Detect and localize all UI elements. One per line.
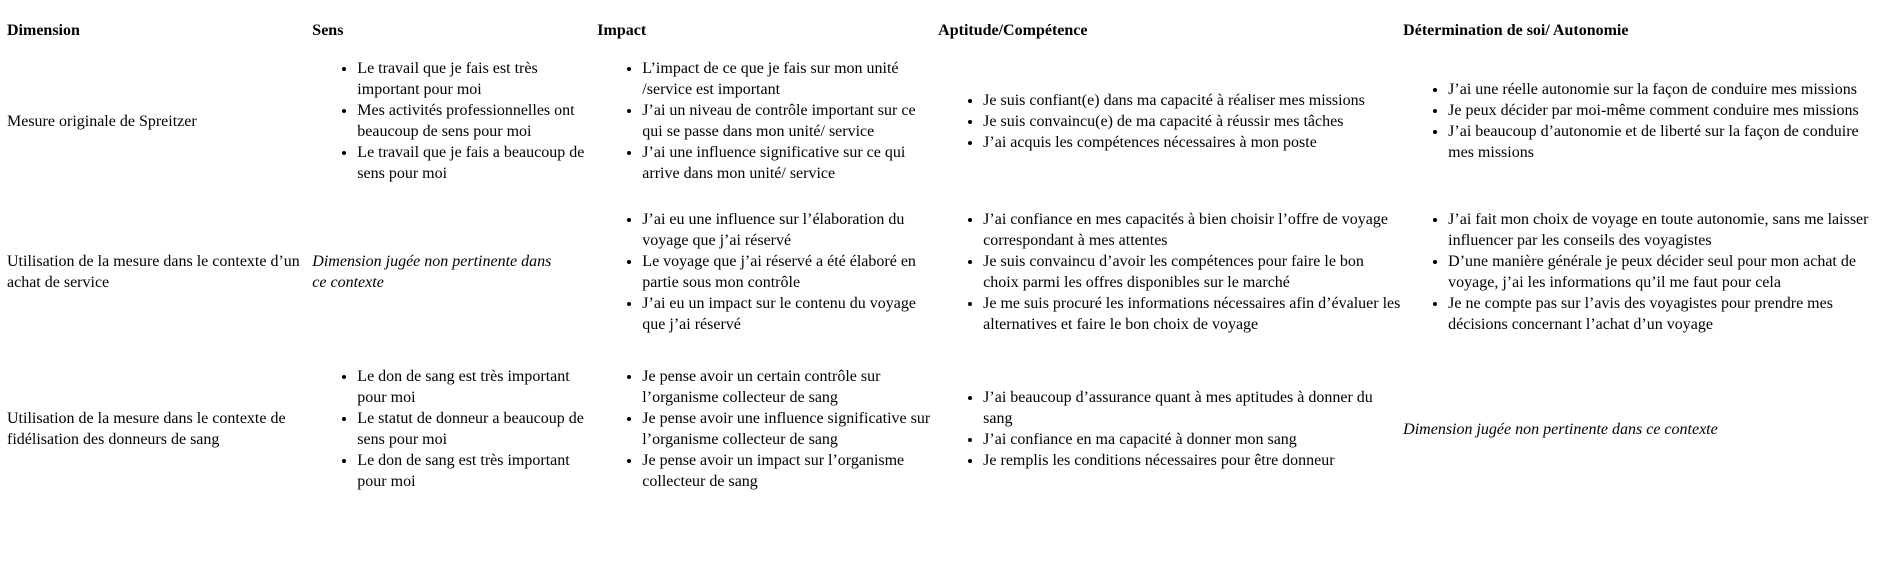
header-autonomie: Détermination de soi/ Autonomie bbox=[1403, 22, 1629, 39]
impact-item-list bbox=[597, 58, 934, 184]
dimension-label: Utilisation de la mesure dans le contexte d’un achat de service bbox=[7, 253, 300, 291]
dimension-label: Utilisation de la mesure dans le contexte de fidélisation des donneurs de sang bbox=[7, 410, 286, 448]
cell-aptitude bbox=[938, 196, 1403, 348]
list-item: • Le statut de donneur a beaucoup de sens pour moi bbox=[357, 408, 597, 450]
header-aptitude: Aptitude/Compétence bbox=[938, 22, 1088, 39]
list-item: • Je remplis les conditions nécessaires pour être donneur bbox=[983, 450, 1403, 471]
list-item: • J’ai confiance en ma capacité à donner mon sang bbox=[983, 429, 1403, 450]
header-dimension: Dimension bbox=[7, 22, 80, 39]
list-item: • Le travail que je fais est très important pour moi bbox=[357, 58, 597, 100]
cell-dimension bbox=[7, 46, 312, 196]
list-item: • Je me suis procuré les informations nécessaires afin d’évaluer les alternatives et faire le bon choix de voyage bbox=[983, 293, 1403, 335]
cell-dimension bbox=[7, 196, 312, 348]
list-item: • Je suis convaincu(e) de ma capacité à réussir mes tâches bbox=[983, 111, 1403, 132]
list-item: • Le travail que je fais a beaucoup de sens pour moi bbox=[357, 142, 597, 184]
list-item: • J’ai beaucoup d’autonomie et de liberté sur la façon de conduire mes missions bbox=[1448, 121, 1878, 163]
cell-aptitude bbox=[938, 348, 1403, 510]
aptitude-item-list bbox=[938, 209, 1403, 335]
table-row bbox=[7, 196, 1883, 348]
list-item: • Je suis confiant(e) dans ma capacité à réaliser mes missions bbox=[983, 90, 1403, 111]
list-item: • Je pense avoir une influence significative sur l’organisme collecteur de sang bbox=[642, 408, 934, 450]
sens-item-list bbox=[312, 366, 597, 492]
list-item: • J’ai un niveau de contrôle important sur ce qui se passe dans mon unité/ service bbox=[642, 100, 934, 142]
list-item: • Je ne compte pas sur l’avis des voyagistes pour prendre mes décisions concernant l’achat d’un voyage bbox=[1448, 293, 1878, 335]
not-relevant-note: Dimension jugée non pertinente dans ce contexte bbox=[1403, 420, 1718, 438]
list-item: • J’ai beaucoup d’assurance quant à mes aptitudes à donner du sang bbox=[983, 387, 1403, 429]
list-item: • Mes activités professionnelles ont beaucoup de sens pour moi bbox=[357, 100, 597, 142]
list-item: • Le voyage que j’ai réservé a été élaboré en partie sous mon contrôle bbox=[642, 251, 934, 293]
list-item: • Je pense avoir un certain contrôle sur l’organisme collecteur de sang bbox=[642, 366, 934, 408]
list-item: • J’ai eu un impact sur le contenu du voyage que j’ai réservé bbox=[642, 293, 934, 335]
table-row bbox=[7, 348, 1883, 510]
header-sens: Sens bbox=[312, 22, 344, 39]
not-relevant-note: Dimension jugée non pertinente dans ce contexte bbox=[312, 253, 552, 291]
list-item: • L’impact de ce que je fais sur mon unité /service est important bbox=[642, 58, 934, 100]
cell-aptitude bbox=[938, 46, 1403, 196]
aptitude-item-list bbox=[938, 387, 1403, 471]
cell-autonomie bbox=[1403, 46, 1883, 196]
aptitude-item-list bbox=[938, 90, 1403, 153]
header-impact: Impact bbox=[597, 22, 647, 39]
cell-impact bbox=[597, 196, 938, 348]
cell-dimension bbox=[7, 348, 312, 510]
cell-sens bbox=[312, 46, 597, 196]
empowerment-measure-table bbox=[7, 20, 1883, 510]
autonomie-item-list bbox=[1403, 209, 1878, 335]
list-item: • J’ai une réelle autonomie sur la façon de conduire mes missions bbox=[1448, 79, 1878, 100]
list-item: • J’ai une influence significative sur ce qui arrive dans mon unité/ service bbox=[642, 142, 934, 184]
cell-impact bbox=[597, 348, 938, 510]
list-item: • J’ai confiance en mes capacités à bien choisir l’offre de voyage correspondant à mes attentes bbox=[983, 209, 1403, 251]
impact-item-list bbox=[597, 209, 934, 335]
cell-sens bbox=[312, 348, 597, 510]
cell-autonomie bbox=[1403, 196, 1883, 348]
list-item: • Le don de sang est très important pour moi bbox=[357, 366, 597, 408]
list-item: • J’ai acquis les compétences nécessaires à mon poste bbox=[983, 132, 1403, 153]
list-item: • J’ai eu une influence sur l’élaboration du voyage que j’ai réservé bbox=[642, 209, 934, 251]
impact-item-list bbox=[597, 366, 934, 492]
list-item: • Je pense avoir un impact sur l’organisme collecteur de sang bbox=[642, 450, 934, 492]
header-row bbox=[7, 20, 1883, 46]
list-item: • Je peux décider par moi-même comment conduire mes missions bbox=[1448, 100, 1878, 121]
dimension-label: Mesure originale de Spreitzer bbox=[7, 112, 197, 130]
list-item: • J’ai fait mon choix de voyage en toute autonomie, sans me laisser influencer par les conseils des voyagistes bbox=[1448, 209, 1878, 251]
cell-impact bbox=[597, 46, 938, 196]
cell-autonomie bbox=[1403, 348, 1883, 510]
autonomie-item-list bbox=[1403, 79, 1878, 163]
list-item: • D’une manière générale je peux décider seul pour mon achat de voyage, j’ai les informations qu’il me faut pour cela bbox=[1448, 251, 1878, 293]
list-item: • Le don de sang est très important pour moi bbox=[357, 450, 597, 492]
cell-sens bbox=[312, 196, 597, 348]
table-row bbox=[7, 46, 1883, 196]
list-item: • Je suis convaincu d’avoir les compétences pour faire le bon choix parmi les offres disponibles sur le marché bbox=[983, 251, 1403, 293]
sens-item-list bbox=[312, 58, 597, 184]
